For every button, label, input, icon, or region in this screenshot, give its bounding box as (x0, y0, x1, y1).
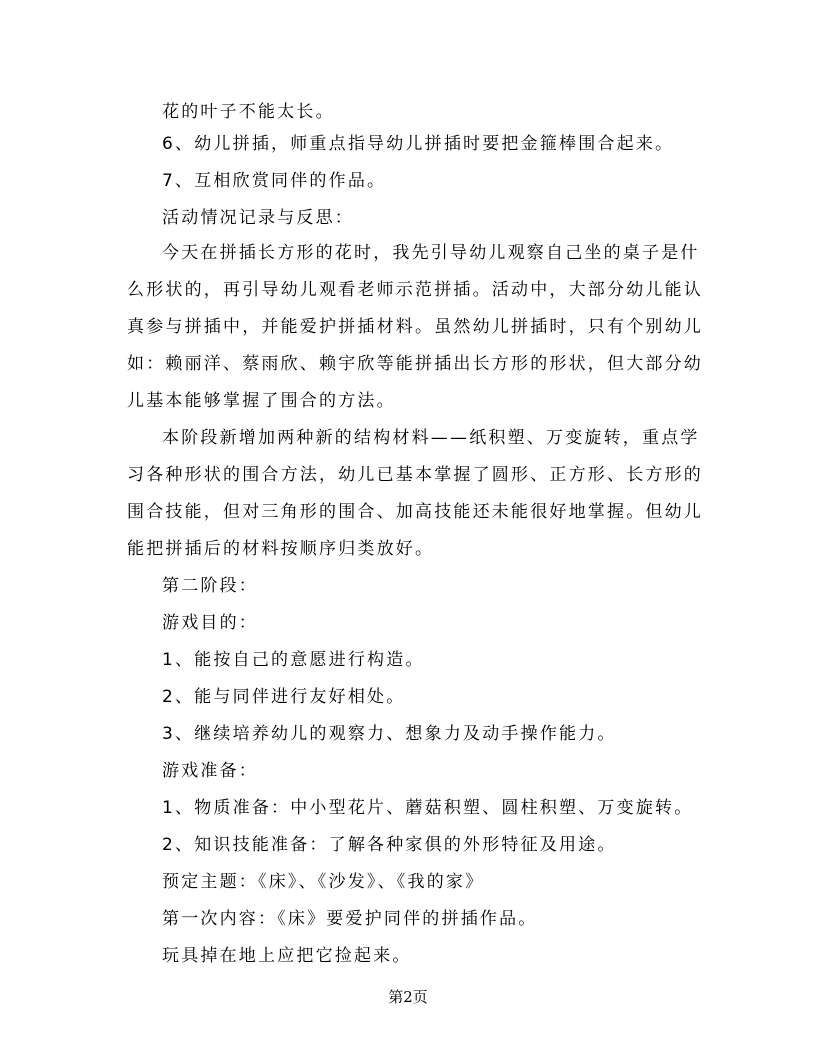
list-item: 1、能按自己的意愿进行构造。 (162, 650, 425, 670)
list-item: 1、物质准备：中小型花片、蘑菇积塑、圆柱积塑、万变旋转。 (162, 798, 694, 818)
text-line: 今天在拼插长方形的花时，我先引导幼儿观察自己坐的桌子是什 (162, 243, 700, 263)
text-line: 习各种形状的围合方法，幼儿已基本掌握了圆形、正方形、长方形的 (127, 465, 703, 485)
text-line: 么形状的，再引导幼儿观看老师示范拼插。活动中，大部分幼儿能认 (127, 280, 703, 300)
text-line: 如：赖丽洋、蔡雨欣、赖宇欣等能拼插出长方形的形状，但大部分幼 (127, 354, 703, 374)
section-heading: 游戏准备： (162, 761, 258, 781)
text-line: 第一次内容：《床》要爱护同伴的拼插作品。 (162, 909, 538, 929)
text-line: 玩具掉在地上应把它捡起来。 (162, 946, 412, 966)
text-line: 7、互相欣赏同伴的作品。 (162, 171, 387, 191)
list-item: 3、继续培养幼儿的观察力、想象力及动手操作能力。 (162, 724, 617, 744)
text-line: 预定主题：《床》、《沙发》、《我的家》 (162, 872, 485, 892)
page-number: 第2页 (388, 988, 428, 1006)
list-item: 2、知识技能准备：了解各种家俱的外形特征及用途。 (162, 835, 617, 855)
text-line: 围合技能，但对三角形的围合、加高技能还未能很好地掌握。但幼儿 (127, 502, 703, 522)
section-heading: 游戏目的： (162, 613, 258, 633)
text-line: 花的叶子不能太长。 (162, 102, 335, 122)
text-line: 本阶段新增加两种新的结构材料——纸积塑、万变旋转，重点学 (162, 428, 700, 448)
text-line: 能把拼插后的材料按顺序归类放好。 (127, 539, 435, 559)
section-heading: 第二阶段： (162, 576, 258, 596)
list-item: 2、能与同伴进行友好相处。 (162, 687, 406, 707)
text-line: 6、幼儿拼插，师重点指导幼儿拼插时要把金箍棒围合起来。 (162, 134, 675, 154)
section-heading: 活动情况记录与反思： (162, 208, 354, 228)
text-line: 真参与拼插中，并能爱护拼插材料。虽然幼儿拼插时，只有个别幼儿 (127, 317, 703, 337)
text-line: 儿基本能够掌握了围合的方法。 (127, 391, 396, 411)
